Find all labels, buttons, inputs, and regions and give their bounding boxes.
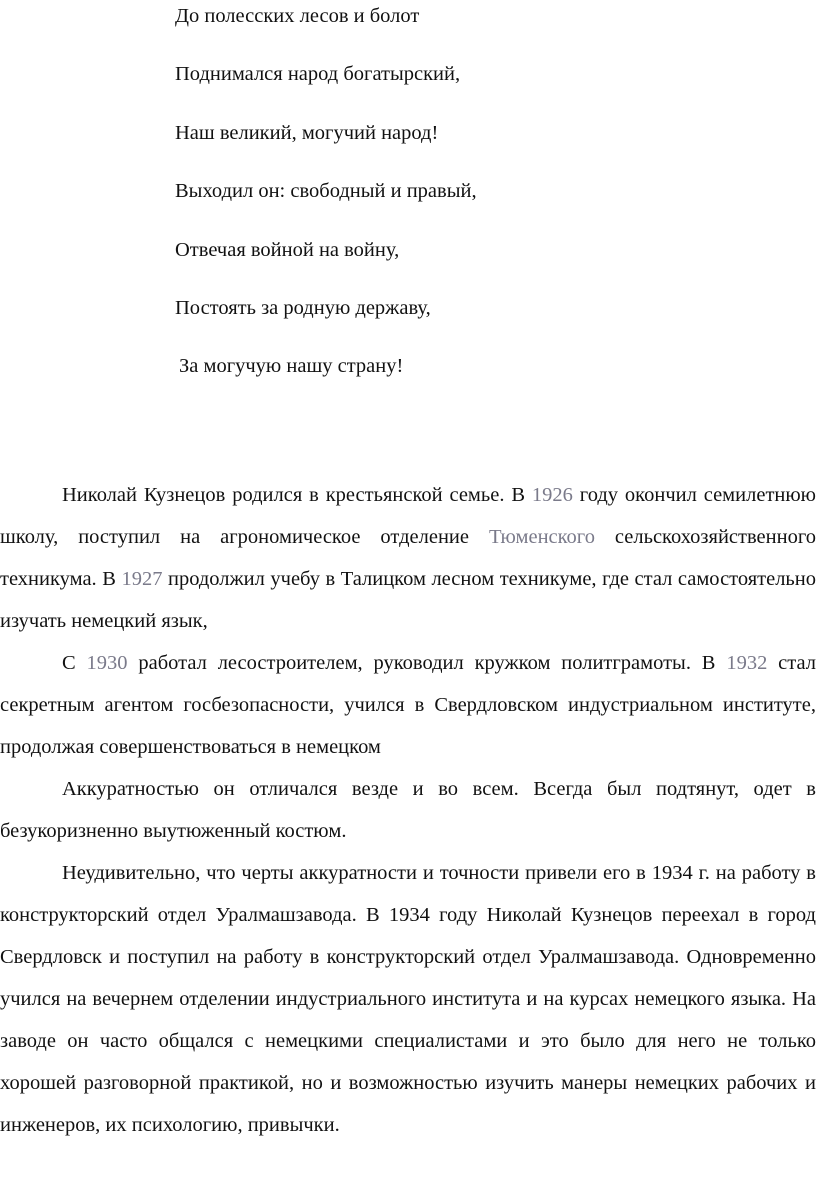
poem-line: За могучую нашу страну! (179, 355, 404, 378)
text-run: продолжил учебу в Талицком лесном техникуме, где стал самостоятельно изучать немецкий язык, (0, 568, 816, 632)
place-tyumen: Тюменского (488, 526, 595, 548)
biography-text (0, 474, 816, 1146)
paragraph-uralmash: Неудивительно, что черты аккуратности и точности привели его в 1934 г. на работу в конструкторский отдел Уралмашзавода. В 1934 году Николай Кузнецов переехал в город Свердловск и поступил на работу в конструкторский отдел Уралмашзавода. Одновременно учился на вечернем отделении индустриального института и на курсах немецкого языка. На заводе он часто общался с немецкими специалистами и это было для него не только хорошей разговорной практикой, но и возможностью изучить манеры немецких рабочих и инженеров, их психологию, привычки. (0, 862, 816, 1136)
poem-line: Наш великий, могучий народ! (175, 121, 439, 144)
text-run: стал секретным агентом госбезопасности, учился в Свердловском индустриальном институте, продолжая совершенствоваться в немецком (0, 652, 816, 758)
paragraph-neatness: Аккуратностью он отличался везде и во всем. Всегда был подтянут, одет в безукоризненно выутюженный костюм. (0, 778, 816, 842)
poem-stanza (175, 0, 775, 409)
poem-line: Постоять за родную державу, (175, 296, 431, 319)
year-1930: 1930 (86, 652, 128, 674)
year-1932: 1932 (726, 652, 768, 674)
text-run: году окончил семилетнюю школу, поступил на агрономическое отделение (0, 484, 816, 548)
year-1926: 1926 (531, 484, 573, 506)
poem-line: Выходил он: свободный и правый, (175, 180, 477, 203)
poem-line: Отвечая войной на войну, (175, 238, 400, 261)
poem-line: Поднимался народ богатырский, (175, 63, 461, 86)
text-run: Николай Кузнецов родился в крестьянской семье. В (62, 484, 532, 506)
year-1927: 1927 (121, 568, 163, 590)
paragraph-birth (0, 474, 816, 642)
text-run: работал лесостроителем, руководил кружком политграмоты. В (127, 652, 727, 674)
paragraph-career (0, 642, 816, 768)
poem-line: До полесских лесов и болот (175, 5, 420, 27)
text-run: сельскохозяйственного техникума. В (0, 526, 816, 590)
text-run: С (62, 652, 87, 674)
